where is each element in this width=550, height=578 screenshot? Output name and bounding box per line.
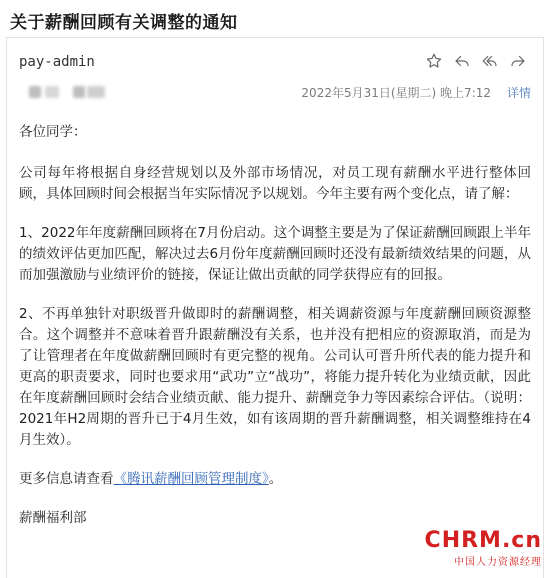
forward-icon[interactable] — [507, 50, 529, 72]
paragraph-point-1: 1、2022年年度薪酬回顾将在7月份启动。这个调整主要是为了保证薪酬回顾跟上半年的绩效评估更加匹配，解决过去6月份年度薪酬回顾时还没有最新绩效结果的问题，从而加强激励与业绩评价的链接，保证让做出贡献的同学获得应有的回报。 — [19, 225, 531, 283]
email-actions — [423, 50, 529, 72]
more-info-line — [19, 469, 531, 490]
recipient-row — [19, 82, 531, 102]
sender-name[interactable]: pay-admin — [19, 54, 95, 70]
more-info-suffix: 。 — [268, 471, 283, 487]
paragraph-intro: 公司每年将根据自身经营规划以及外部市场情况，对员工现有薪酬水平进行整体回顾，具体回顾时间会根据当年实际情况予以规划。今年主要有两个变化点，请了解： — [19, 165, 531, 202]
email-body — [19, 122, 531, 547]
email-card — [6, 37, 544, 578]
redacted-recipient — [29, 86, 41, 98]
redacted-recipient — [73, 86, 85, 98]
policy-link[interactable]: 《腾讯薪酬回顾管理制度》 — [113, 471, 269, 487]
paragraph-point-2: 2、不再单独针对职级晋升做即时的薪酬调整，相关调薪资源与年度薪酬回顾资源整合。这个调整并不意味着晋升跟薪酬没有关系，也并没有把相应的资源取消，而是为了让管理者在年度做薪酬回顾时有更完整的视角。公司认可晋升所代表的能力提升和更高的职责要求，同时也要求用“武功”立“战功”，将能力提升转化为业绩贡献，因此在年度薪酬回顾时会结合业绩贡献、能力提升、薪酬竞争力等因素综合评估。（说明：2021年H2周期的晋升已于4月生效，如有该周期的晋升薪酬调整，相关调整维持在4月生效）。 — [19, 306, 531, 448]
star-icon[interactable] — [423, 50, 445, 72]
email-date: 2022年5月31日(星期二) 晚上7:12 — [301, 86, 491, 100]
email-subject: 关于薪酬回顾有关调整的通知 — [10, 13, 238, 33]
reply-icon[interactable] — [451, 50, 473, 72]
details-link[interactable]: 详情 — [506, 86, 531, 100]
redacted-recipient — [87, 86, 105, 98]
greeting: 各位同学： — [19, 124, 87, 140]
watermark-brand: CHRM.cn — [424, 528, 542, 553]
watermark-tagline: 中国人力资源经理 — [454, 557, 542, 568]
reply-all-icon[interactable] — [479, 50, 501, 72]
redacted-recipient — [45, 86, 59, 98]
watermark-logo — [425, 528, 542, 568]
more-info-prefix: 更多信息请查看 — [19, 471, 114, 487]
signature: 薪酬福利部 — [19, 510, 87, 526]
